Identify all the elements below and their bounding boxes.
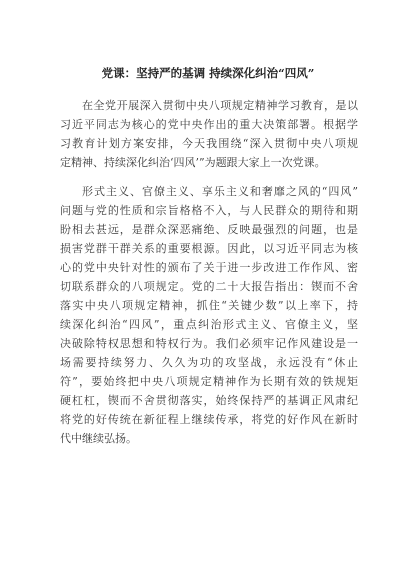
text-line: 损害党群干群关系的重要根源。因此，以习近平同志为核 [60, 242, 358, 255]
text-line: 形式主义、官僚主义、享乐主义和奢靡之风的“四风” [82, 185, 358, 198]
text-line: 切联系群众的八项规定。党的二十大报告指出：锲而不舍 [60, 280, 358, 293]
text-line: 习教育计划方案安排，今天我围绕“深入贯彻中央八项规 [60, 137, 358, 150]
text-line: 符”，要始终把中央八项规定精神作为长期有效的铁规矩 [60, 375, 358, 388]
text-line: 习近平同志为核心的党中央作出的重大决策部署。根据学 [60, 118, 358, 131]
text-line: 硬杠杠，锲而不舍贯彻落实，始终保持严的基调正风肃纪 [60, 394, 358, 407]
text-line: 盼相去甚远，是群众深恶痛绝、反映最强烈的问题，也是 [60, 223, 358, 236]
text-line: 心的党中央针对性的颁布了关于进一步改进工作作风、密 [60, 261, 358, 274]
text-line: 在全党开展深入贯彻中央八项规定精神学习教育，是以 [82, 99, 358, 112]
text-line: 落实中央八项规定精神，抓住“关键少数”以上率下，持 [60, 299, 358, 312]
text-line: 代中继续弘扬。 [60, 432, 137, 445]
paragraph-body [60, 182, 358, 448]
document-title: 党课：坚持严的基调 持续深化纠治“四风” [101, 66, 315, 80]
text-line: 决破除特权思想和特权行为。我们必须牢记作风建设是一 [60, 337, 358, 350]
text-line: 续深化纠治“四风”，重点纠治形式主义、官僚主义，坚 [60, 318, 358, 331]
text-line: 定精神、持续深化纠治‘四风’”为题跟大家上一次党课。 [60, 156, 326, 169]
text-line: 将党的好传统在新征程上继续传承，将党的好作风在新时 [60, 413, 358, 426]
text-line: 问题与党的性质和宗旨格格不入，与人民群众的期待和期 [60, 204, 358, 217]
text-line: 场需要持续努力、久久为功的攻坚战，永远没有“休止 [60, 356, 358, 369]
paragraph-intro [60, 96, 358, 172]
